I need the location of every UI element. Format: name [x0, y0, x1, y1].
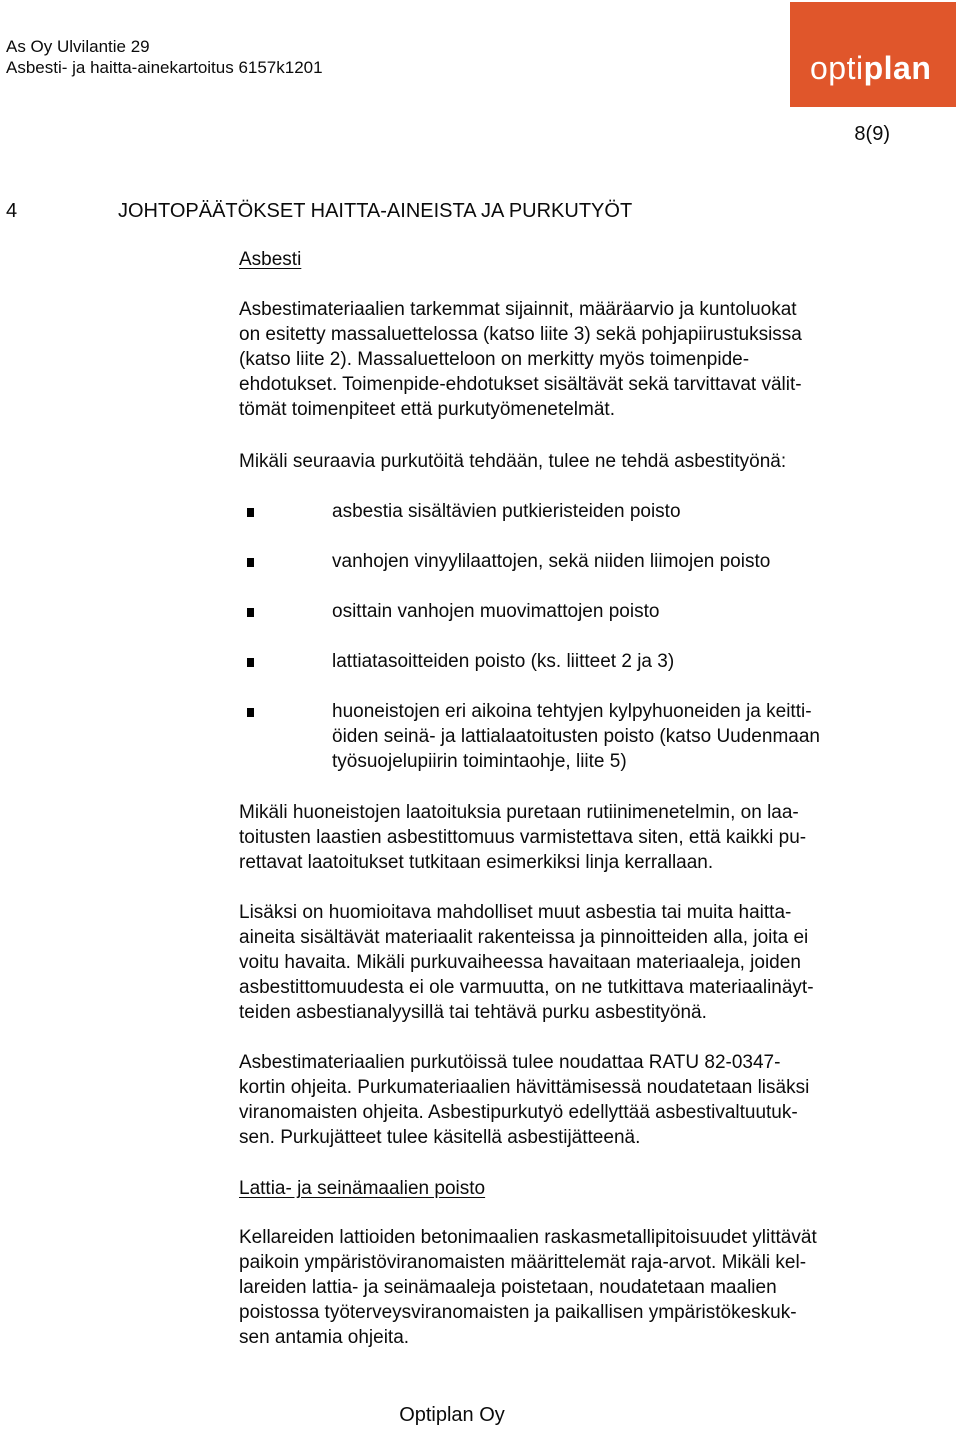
text-line: on esitetty massaluettelossa (katso liite 3) sekä pohjapiirustuksissa: [239, 324, 802, 345]
paragraph-ratu-instructions: [239, 1050, 909, 1150]
page-number: 8(9): [854, 123, 890, 145]
text-line: Mikäli huoneistojen laatoituksia puretaan rutiinimenetelmin, on laa-: [239, 802, 799, 823]
text-line: sen antamia ohjeita.: [239, 1327, 410, 1348]
paragraph-other-materials: [239, 900, 909, 1025]
list-item: [239, 499, 909, 524]
text-line: asbestittomuudesta ei ole varmuutta, on ne tutkittava materiaalinäyt-: [239, 977, 814, 998]
text-line: paikoin ympäristöviranomaisten määrittelemät raja-arvot. Mikäli kel-: [239, 1252, 807, 1273]
bullet-text: työsuojelupiirin toimintaohje, liite 5): [332, 751, 627, 772]
text-line: lareiden lattia- ja seinämaaleja poistetaan, noudatetaan maalien: [239, 1277, 777, 1298]
text-line: viranomaisten ohjeita. Asbestipurkutyö edellyttää asbestivaltuutuk-: [239, 1102, 798, 1123]
paragraph-asbestos-locations: [239, 297, 909, 422]
text-line: toitusten laastien asbestittomuus varmistettava siten, että kaikki pu-: [239, 827, 807, 848]
bullet-icon: [247, 708, 254, 717]
section-title: JOHTOPÄÄTÖKSET HAITTA-AINEISTA JA PURKUTYÖT: [118, 200, 633, 222]
document-header: [6, 36, 323, 78]
bullet-icon: [247, 658, 254, 667]
list-item: [239, 699, 909, 774]
text-line: Mikäli seuraavia purkutöitä tehdään, tulee ne tehdä asbestityönä:: [239, 451, 787, 472]
bullet-text: asbestia sisältävien putkieristeiden poisto: [332, 501, 681, 522]
list-item: [239, 649, 909, 674]
list-item: [239, 599, 909, 624]
subheading-asbesti: Asbesti: [239, 249, 302, 270]
text-line: Asbestimateriaalien purkutöissä tulee noudattaa RATU 82-0347-: [239, 1052, 781, 1073]
logo-wordmark: [810, 50, 931, 87]
paragraph-bullets-intro: [239, 449, 909, 474]
section-heading: [6, 200, 632, 223]
paragraph-tile-removal: [239, 800, 909, 875]
footer-company: Optiplan Oy: [399, 1404, 505, 1426]
bullet-text: öiden seinä- ja lattialaatoitusten poisto (katso Uudenmaan: [332, 726, 820, 747]
text-line: Lisäksi on huomioitava mahdolliset muut asbestia tai muita haitta-: [239, 902, 792, 923]
bullet-text: lattiatasoitteiden poisto (ks. liitteet 2 ja 3): [332, 651, 675, 672]
list-item: [239, 549, 909, 574]
bullet-text: osittain vanhojen muovimattojen poisto: [332, 601, 660, 622]
text-line: poistossa työterveysviranomaisten ja paikallisen ympäristökeskuk-: [239, 1302, 797, 1323]
text-line: sen. Purkujätteet tulee käsitellä asbestijätteenä.: [239, 1127, 641, 1148]
logo-text-light: opti: [810, 50, 864, 86]
text-line: (katso liite 2). Massaluetteloon on merkitty myös toimenpide-: [239, 349, 750, 370]
bullet-icon: [247, 558, 254, 567]
text-line: Asbestimateriaalien tarkemmat sijainnit, määräarvio ja kuntoluokat: [239, 299, 797, 320]
text-line: ehdotukset. Toimenpide-ehdotukset sisältävät sekä tarvittavat välit-: [239, 374, 802, 395]
text-line: tömät toimenpiteet että purkutyömenetelmät.: [239, 399, 615, 420]
text-line: aineita sisältävät materiaalit rakenteissa ja pinnoitteiden alla, joita ei: [239, 927, 809, 948]
text-line: Kellareiden lattioiden betonimaalien raskasmetallipitoisuudet ylittävät: [239, 1227, 817, 1248]
header-report-title: Asbesti- ja haitta-ainekartoitus 6157k1201: [6, 58, 323, 77]
bullet-text: huoneistojen eri aikoina tehtyjen kylpyhuoneiden ja keitti-: [332, 701, 812, 722]
text-line: kortin ohjeita. Purkumateriaalien hävittämisessä noudatetaan lisäksi: [239, 1077, 810, 1098]
text-line: rettavat laatoitukset tutkitaan esimerkiksi linja kerrallaan.: [239, 852, 714, 873]
optiplan-logo: [790, 2, 956, 107]
header-project-name: As Oy Ulvilantie 29: [6, 37, 150, 56]
text-line: teiden asbestianalyysillä tai tehtävä purku asbestityönä.: [239, 1002, 707, 1023]
bullet-icon: [247, 508, 254, 517]
text-line: voitu havaita. Mikäli purkuvaiheessa havaitaan materiaaleja, joiden: [239, 952, 801, 973]
logo-text-bold: plan: [863, 50, 932, 86]
bullet-text: vanhojen vinyylilaattojen, sekä niiden liimojen poisto: [332, 551, 771, 572]
paragraph-paint-removal: [239, 1225, 909, 1350]
subheading-paint-removal: Lattia- ja seinämaalien poisto: [239, 1178, 486, 1199]
bullet-icon: [247, 608, 254, 617]
section-number: 4: [6, 200, 18, 222]
